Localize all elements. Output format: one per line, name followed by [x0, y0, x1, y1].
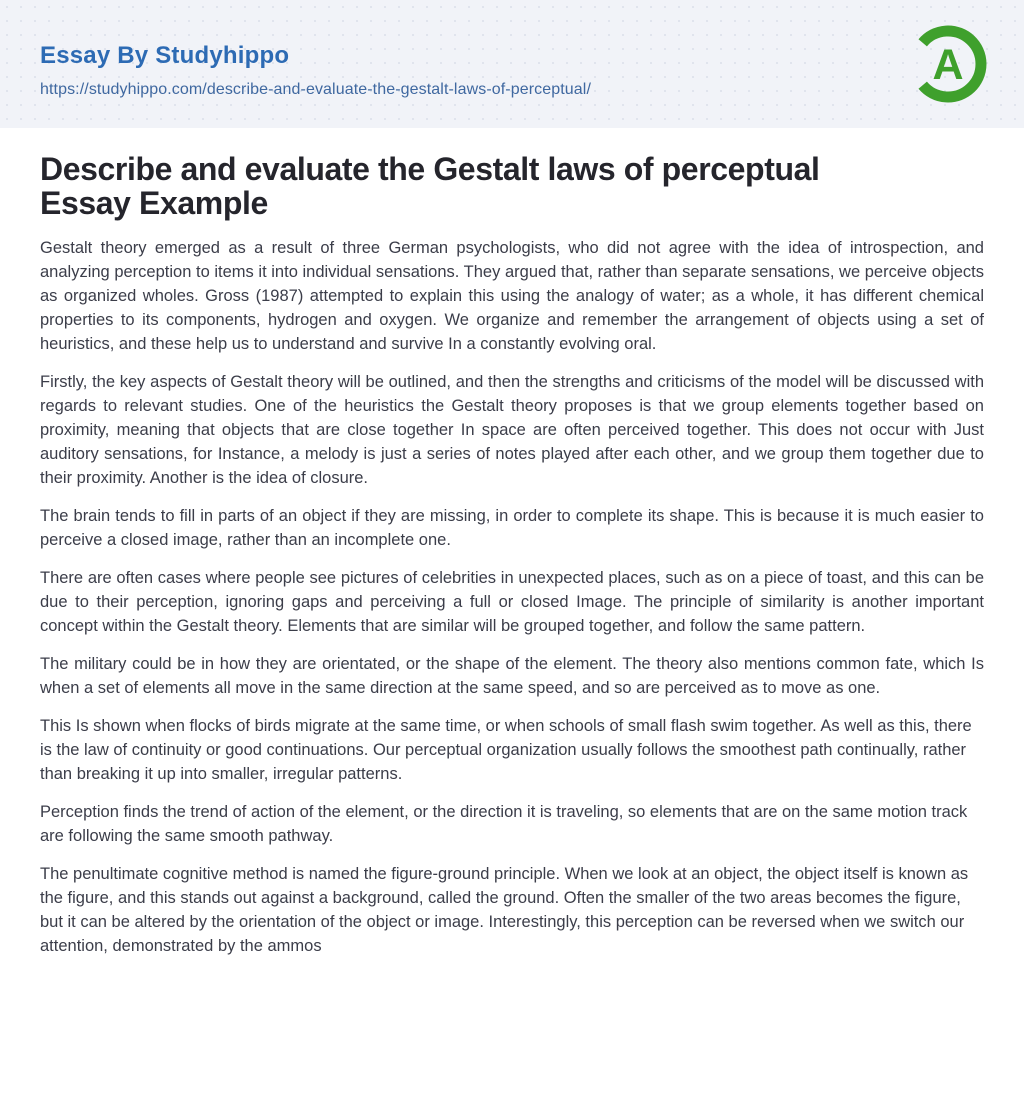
essay-paragraph: Gestalt theory emerged as a result of three German psychologists, who did not agree with the idea of introspection, and analyzing perception to items it into individual sensations. They argued that, rather than separate sensations, we perceive objects as organized wholes. Gross (1987) attempted to explain this using the analogy of water; as a whole, it has different chemical properties to its components, hydrogen and oxygen. We organize and remember the arrangement of objects using a set of heuristics, and these help us to understand and survive In a constantly evolving oral. — [40, 239, 984, 354]
logo-ring-a-icon — [908, 24, 988, 104]
essay-body — [40, 236, 984, 958]
essay-paragraph: There are often cases where people see pictures of celebrities in unexpected places, such as on a piece of toast, and this can be due to their perception, ignoring gaps and perceiving a full or closed Image. The principle of similarity is another important concept within the Gestalt theory. Elements that are similar will be grouped together, and follow the same pattern. — [40, 569, 984, 636]
page-url: https://studyhippo.com/describe-and-evaluate-the-gestalt-laws-of-perceptual/ — [40, 80, 591, 98]
studyhippo-logo — [908, 24, 988, 104]
essay-title: Describe and evaluate the Gestalt laws of perceptual Essay Example — [40, 151, 820, 222]
essay-paragraph: The penultimate cognitive method is named the figure-ground principle. When we look at an object, the object itself is known as the figure, and this stands out against a background, called the ground. Often the smaller of the two areas becomes the figure, but it can be altered by the orientation of the object or image. Interestingly, this perception can be reversed when we switch our attention, demonstrated by the ammos — [40, 865, 969, 956]
logo-letter: A — [932, 41, 964, 89]
essay-paragraph: Perception finds the trend of action of the element, or the direction it is traveling, so elements that are on the same motion track are following the same smooth pathway. — [40, 803, 968, 846]
essay-paragraph: The brain tends to fill in parts of an object if they are missing, in order to complete its shape. This is because it is much easier to perceive a closed image, rather than an incomplete one. — [40, 507, 984, 550]
site-title: Essay By Studyhippo — [40, 42, 290, 69]
essay-paragraph: The military could be in how they are orientated, or the shape of the element. The theory also mentions common fate, which Is when a set of elements all move in the same direction at the same speed, and so are perceived as to move as one. — [40, 655, 984, 698]
essay-paragraph: This Is shown when flocks of birds migrate at the same time, or when schools of small flash swim together. As well as this, there is the law of continuity or good continuations. Our perceptual organization usually follows the smoothest path continually, rather than breaking it up into smaller, irregular patterns. — [40, 717, 972, 784]
page-header — [0, 0, 1024, 128]
essay-content — [0, 152, 1024, 958]
essay-paragraph: Firstly, the key aspects of Gestalt theory will be outlined, and then the strengths and criticisms of the model will be discussed with regards to relevant studies. One of the heuristics the Gestalt theory proposes is that we group elements together based on proximity, meaning that objects that are close together In space are often perceived together. This does not occur with Just auditory sensations, for Instance, a melody is just a series of notes played after each other, and we group them together due to their proximity. Another is the idea of closure. — [40, 373, 984, 488]
